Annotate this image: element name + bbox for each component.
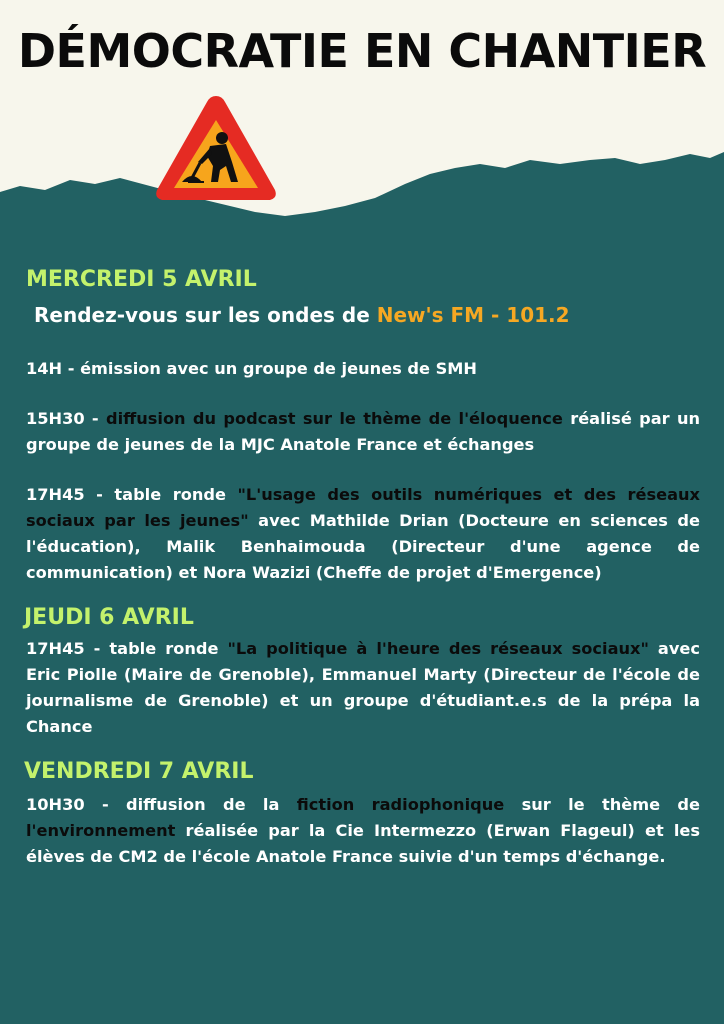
item-highlight: "L'usage des outils numériques et des réseaux sociaux par les jeunes" [26, 485, 700, 530]
item-time: 17H45 - table ronde [26, 639, 228, 658]
torn-paper-edge [0, 150, 724, 270]
subtitle-prefix: Rendez-vous sur les ondes de [34, 303, 377, 327]
wednesday-item-15h30 [26, 406, 700, 458]
item-time: 17H45 - table ronde [26, 485, 238, 504]
thursday-item-17h45 [26, 636, 700, 740]
item-time: 10H30 - diffusion de la [26, 795, 297, 814]
item-text: réalisée par la Cie Intermezzo (Erwan Flageul) et les élèves de CM2 de l'école Anatole France suivie d'un temps d'échange. [26, 821, 700, 866]
item-text: réalisé par un groupe de jeunes de la MJC Anatole France et échanges [26, 409, 701, 454]
wednesday-item-14h: 14H - émission avec un groupe de jeunes de SMH [26, 359, 477, 378]
wednesday-heading: MERCREDI 5 AVRIL [26, 267, 257, 292]
item-text: avec Eric Piolle (Maire de Grenoble), Emmanuel Marty (Directeur de l'école de journalisme de Grenoble) et un groupe d'étudiant.e.s de la prépa la Chance [26, 639, 700, 736]
thursday-heading: JEUDI 6 AVRIL [24, 605, 194, 630]
item-highlight: l'environnement [26, 821, 176, 840]
radio-subtitle [34, 302, 700, 328]
friday-item-10h30 [26, 792, 700, 870]
friday-heading: VENDREDI 7 AVRIL [24, 759, 254, 784]
wednesday-item-17h45 [26, 482, 700, 586]
program-content [26, 266, 700, 870]
item-highlight: fiction radiophonique [296, 795, 505, 814]
item-highlight: diffusion du podcast sur le thème de l'éloquence [105, 409, 563, 428]
radio-station: New's FM - 101.2 [376, 303, 570, 327]
item-highlight: "La politique à l'heure des réseaux sociaux" [227, 639, 649, 658]
page-title: DÉMOCRATIE EN CHANTIER [17, 24, 707, 78]
item-text: avec Mathilde Drian (Docteure en sciences de l'éducation), Malik Benhaimouda (Directeur d'une agence de communication) et Nora Wazizi (Cheffe de projet d'Emergence) [26, 511, 700, 582]
item-text: sur le thème de [504, 795, 700, 814]
item-time: 15H30 - [26, 409, 106, 428]
roadworks-warning-sign-icon [152, 90, 280, 205]
